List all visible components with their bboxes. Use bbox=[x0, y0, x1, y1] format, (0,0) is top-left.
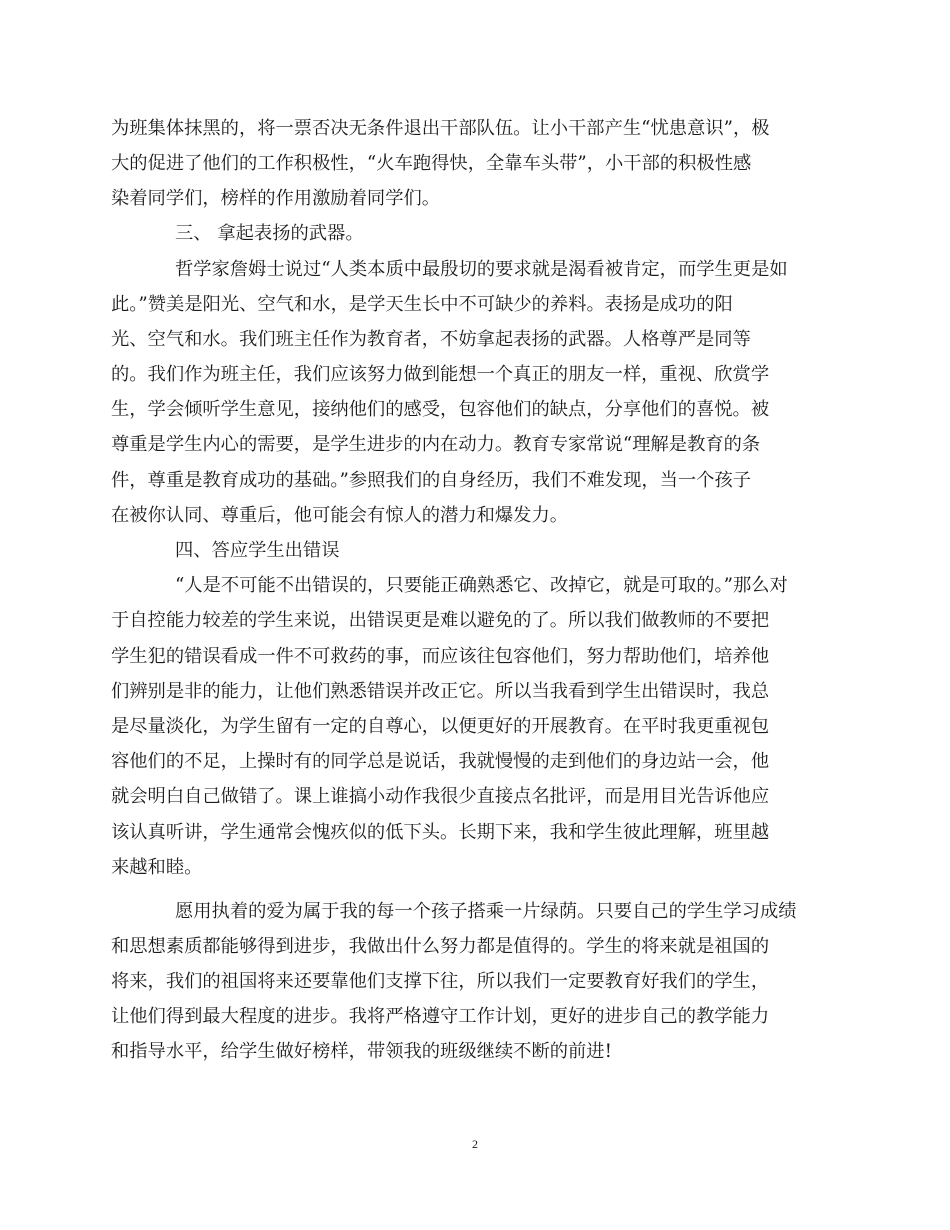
body-text-line: 件，尊重是教育成功的基础。”参照我们的自身经历，我们不难发现，当一个孩子 bbox=[111, 470, 752, 491]
section-heading: 三、 拿起表扬的武器。 bbox=[175, 223, 364, 244]
body-text-line: 让他们得到最大程度的进步。我将严格遵守工作计划，更好的进步自己的教学能力 bbox=[111, 1006, 770, 1027]
body-text-line: 于自控能力较差的学生来说，出错误更是难以避免的了。所以我们做教师的不要把 bbox=[111, 610, 770, 631]
body-text-line: 来越和睦。 bbox=[111, 857, 203, 878]
body-text-line: 此。”赞美是阳光、空气和水，是学天生长中不可缺少的养料。表扬是成功的阳 bbox=[111, 294, 733, 315]
body-text-line: 和指导水平，给学生做好榜样，带领我的班级继续不断的前进! bbox=[111, 1041, 612, 1062]
body-text-line: 愿用执着的爱为属于我的每一个孩子搭乘一片绿荫。只要自己的学生学习成绩 bbox=[175, 901, 797, 922]
body-text-line: 哲学家詹姆士说过“人类本质中最殷切的要求就是渴看被肯定，而学生更是如 bbox=[175, 259, 788, 280]
body-text-line: 染着同学们，榜样的作用激励着同学们。 bbox=[111, 188, 441, 209]
body-text-line: 在被你认同、尊重后，他可能会有惊人的潜力和爆发力。 bbox=[111, 505, 569, 526]
body-text-line: 生，学会倾听学生意见，接纳他们的感受，包容他们的缺点，分享他们的喜悦。被 bbox=[111, 399, 770, 420]
body-text-line: 就会明白自己做错了。课上谁搞小动作我很少直接点名批评，而是用目光告诉他应 bbox=[111, 786, 770, 807]
body-text-line: 光、空气和水。我们班主任作为教育者，不妨拿起表扬的武器。人格尊严是同等 bbox=[111, 329, 751, 350]
body-text-line: 的。我们作为班主任，我们应该努力做到能想一个真正的朋友一样，重视、欣赏学 bbox=[111, 364, 770, 385]
page-number: 2 bbox=[472, 1137, 478, 1151]
body-text-line: 为班集体抹黑的，将一票否决无条件退出干部队伍。让小干部产生“忧患意识”，极 bbox=[111, 118, 770, 139]
body-text-line: 是尽量淡化，为学生留有一定的自尊心，以便更好的开展教育。在平时我更重视包 bbox=[111, 716, 770, 737]
body-text-line: 大的促进了他们的工作积极性，“火车跑得快，全靠车头带”，小干部的积极性感 bbox=[111, 153, 752, 174]
body-text-line: 尊重是学生内心的需要，是学生进步的内在动力。教育专家常说“理解是教育的条 bbox=[111, 434, 761, 455]
body-text-line: 和思想素质都能够得到进步，我做出什么努力都是值得的。学生的将来就是祖国的 bbox=[111, 936, 770, 957]
body-text-line: 学生犯的错误看成一件不可救药的事，而应该往包容他们，努力帮助他们，培养他 bbox=[111, 646, 770, 667]
body-text-line: 该认真听讲，学生通常会愧疚似的低下头。长期下来，我和学生彼此理解，班里越 bbox=[111, 822, 770, 843]
body-text-line: “人是不可能不出错误的，只要能正确熟悉它、改掉它，就是可取的。”那么对 bbox=[175, 575, 788, 596]
body-text-line: 将来，我们的祖国将来还要靠他们支撑下往，所以我们一定要教育好我们的学生， bbox=[111, 971, 770, 992]
body-text-line: 们辨别是非的能力，让他们熟悉错误并改正它。所以当我看到学生出错误时，我总 bbox=[111, 681, 770, 702]
body-text-line: 容他们的不足，上操时有的同学总是说话，我就慢慢的走到他们的身边站一会，他 bbox=[111, 751, 770, 772]
section-heading: 四、答应学生出错误 bbox=[175, 540, 340, 561]
